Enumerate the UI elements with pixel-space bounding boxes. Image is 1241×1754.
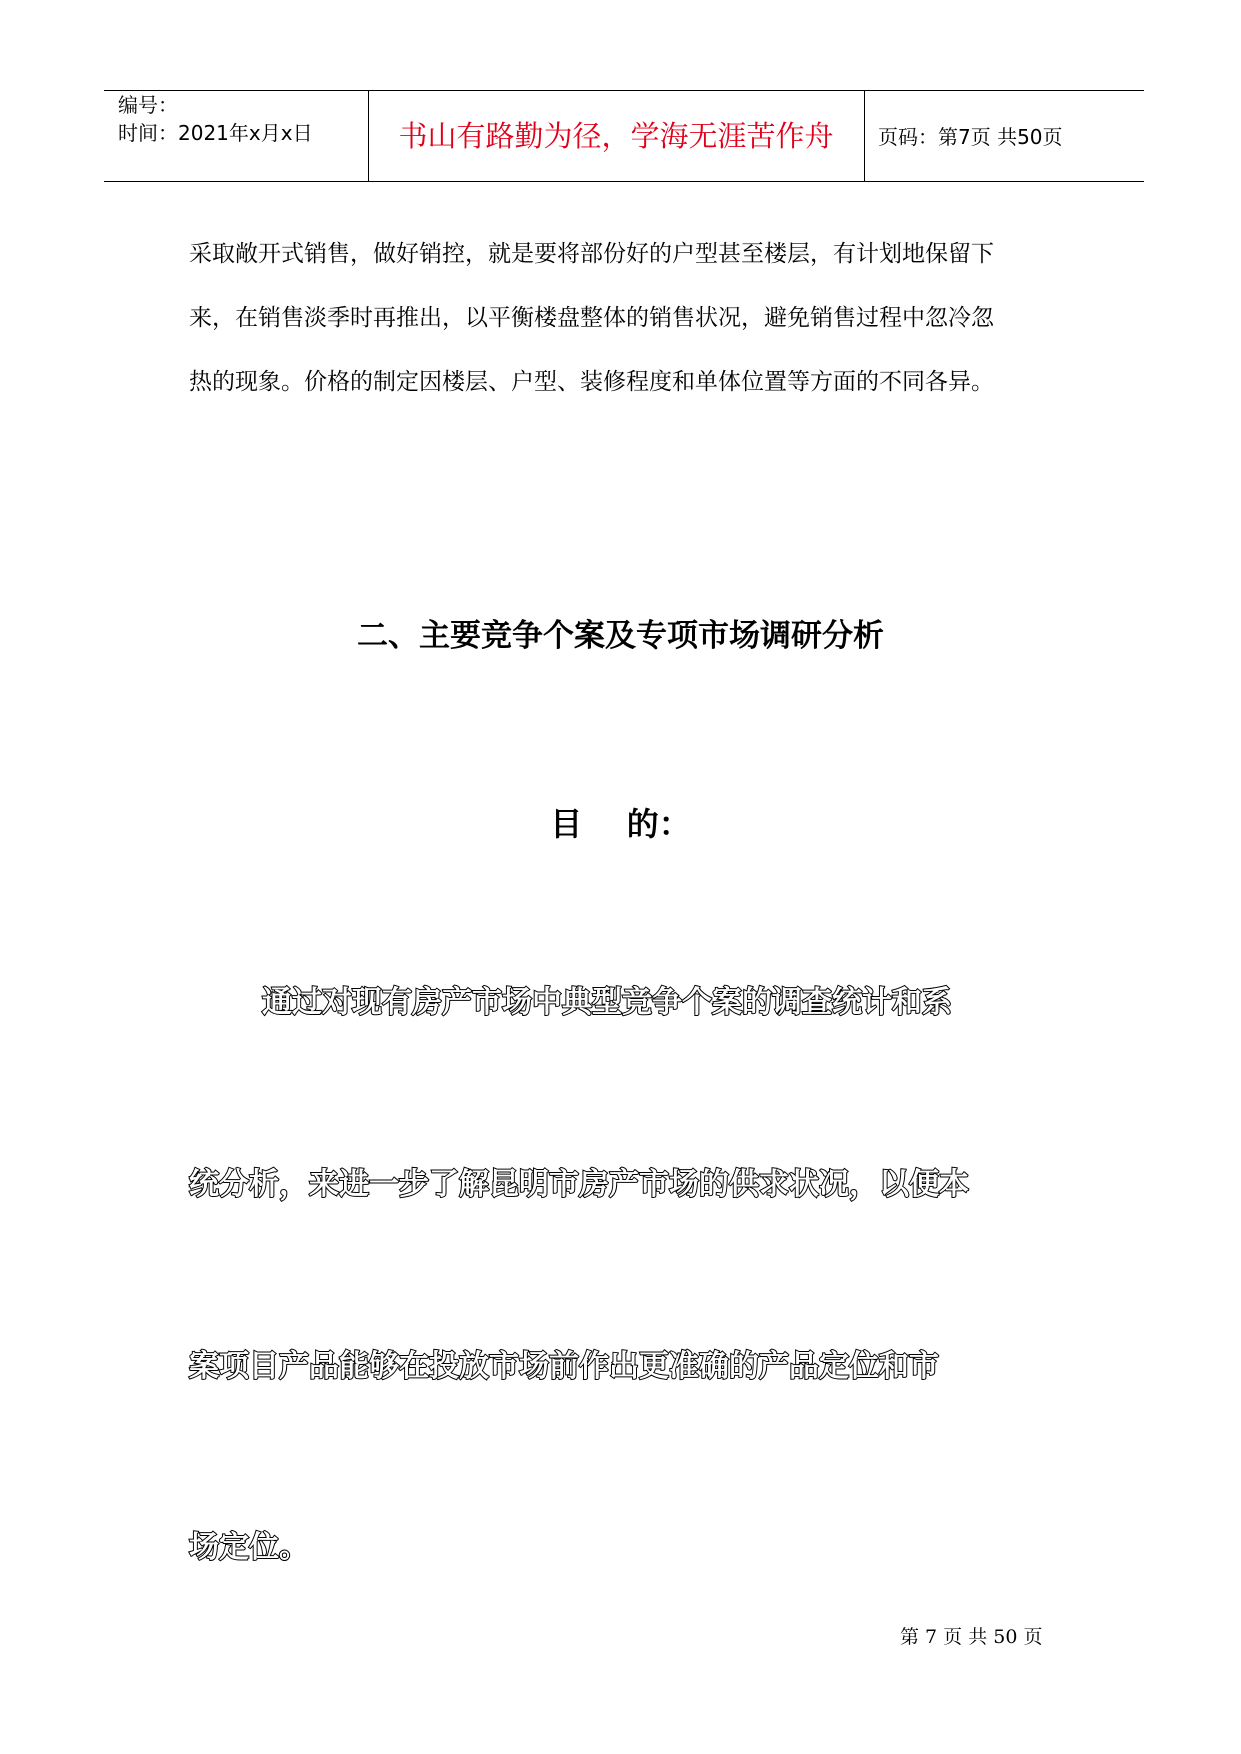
purpose-text-line: 场定位。 bbox=[189, 1530, 309, 1565]
body-paragraph bbox=[189, 222, 1065, 414]
paragraph-line: 来，在销售淡季时再推出，以平衡楼盘整体的销售状况，避免销售过程中忽冷忽 bbox=[189, 305, 994, 331]
purpose-text-line: 案项目产品能够在投放市场前作出更准确的产品定位和市 bbox=[189, 1349, 939, 1384]
purpose-text-line: 统分析，来进一步了解昆明市房产市场的供求状况，以便本 bbox=[189, 1167, 969, 1202]
document-date-label: 时间：2021年x月x日 bbox=[118, 121, 313, 145]
purpose-text-line: 通过对现有房产市场中典型竞争个案的调查统计和系 bbox=[262, 985, 952, 1020]
page-footer: 第 7 页 共 50 页 bbox=[900, 1626, 1043, 1648]
document-number-label: 编号： bbox=[118, 93, 178, 117]
header-page-info: 页码：第7页 共50页 bbox=[878, 125, 1063, 149]
header-motto-cell bbox=[368, 91, 865, 181]
header-page-cell bbox=[864, 91, 1144, 181]
paragraph-line: 采取敞开式销售，做好销控，就是要将部份好的户型甚至楼层，有计划地保留下 bbox=[189, 241, 994, 267]
section-heading: 二、主要竞争个案及专项市场调研分析 bbox=[357, 618, 884, 654]
document-header bbox=[104, 90, 1144, 182]
header-left-cell bbox=[104, 91, 369, 181]
purpose-heading: 目 的： bbox=[550, 805, 691, 843]
header-motto: 书山有路勤为径，学海无涯苦作舟 bbox=[398, 119, 834, 153]
paragraph-line: 热的现象。价格的制定因楼层、户型、装修程度和单体位置等方面的不同各异。 bbox=[189, 369, 994, 395]
